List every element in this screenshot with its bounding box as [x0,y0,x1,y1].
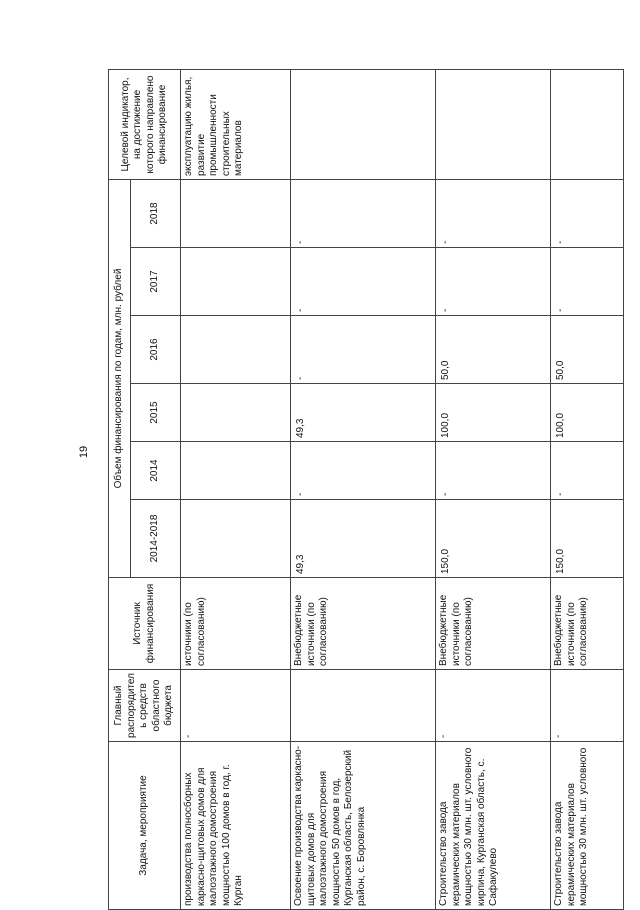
cell-value: - [551,442,624,500]
financing-table [108,69,624,910]
cell-value: - [551,179,624,247]
cell-target: эксплуатацию жилья, развитие промышленности строительных материалов [181,69,291,179]
header-source: Источник финансирования [109,578,181,670]
cell-value [181,442,291,500]
cell-value: - [436,248,551,316]
header-manager: Главный распорядитель средств областного бюджета [109,670,181,742]
header-task: Задача, мероприятие [109,742,181,910]
table-row [551,69,624,909]
cell-target [291,69,436,179]
header-year: 2016 [131,316,181,384]
cell-value: 49,3 [291,384,436,442]
cell-value [181,500,291,578]
cell-value [181,316,291,384]
cell-value: 150,0 [436,500,551,578]
header-target: Целевой индикатор, на достижение которого направлено финансирование [109,69,181,179]
cell-manager: - [551,670,624,742]
cell-value: - [291,442,436,500]
cell-value: 49,3 [291,500,436,578]
cell-task: Освоение производства каркасно-щитовых домов для малоэтажного домостроения мощностью 50 домов в год, Курганская область, Белозерский район, с. Боровлянка [291,742,436,910]
cell-manager: - [436,670,551,742]
header-volume: Объем финансирования по годам, млн. рублей [109,179,131,577]
cell-value: - [291,179,436,247]
cell-value: - [551,248,624,316]
cell-value: - [436,442,551,500]
cell-source: источники (по согласованию) [181,578,291,670]
cell-task: Строительство завода керамических материалов мощностью 30 млн. шт. условного кирпича, Курганская область, с. Сафакулево [436,742,551,910]
cell-manager [291,670,436,742]
cell-source: Внебюджетные источники (по согласованию) [551,578,624,670]
cell-value: 50,0 [551,316,624,384]
cell-value [181,248,291,316]
cell-target [551,69,624,179]
header-year: 2014-2018 [131,500,181,578]
cell-value: - [291,248,436,316]
rotated-table-wrapper [108,70,623,910]
cell-manager: - [181,670,291,742]
header-year: 2015 [131,384,181,442]
header-year: 2017 [131,248,181,316]
cell-value [181,384,291,442]
table-row [436,69,551,909]
cell-value: 100,0 [436,384,551,442]
table-row [291,69,436,909]
cell-source: Внебюджетные источники (по согласованию) [291,578,436,670]
cell-source: Внебюджетные источники (по согласованию) [436,578,551,670]
cell-value [181,179,291,247]
cell-task: Строительство завода керамических материалов мощностью 30 млн. шт. условного [551,742,624,910]
header-year: 2014 [131,442,181,500]
cell-value: 150,0 [551,500,624,578]
cell-value: 50,0 [436,316,551,384]
cell-value: - [436,179,551,247]
cell-value: 100,0 [551,384,624,442]
page-number: 19 [78,445,90,459]
header-year: 2018 [131,179,181,247]
table-row [181,69,291,909]
cell-value: - [291,316,436,384]
cell-target [436,69,551,179]
cell-task: производства полносборных каркасно-щитовых домов для малоэтажного домостроения мощностью 100 домов в год, г. Курган [181,742,291,910]
